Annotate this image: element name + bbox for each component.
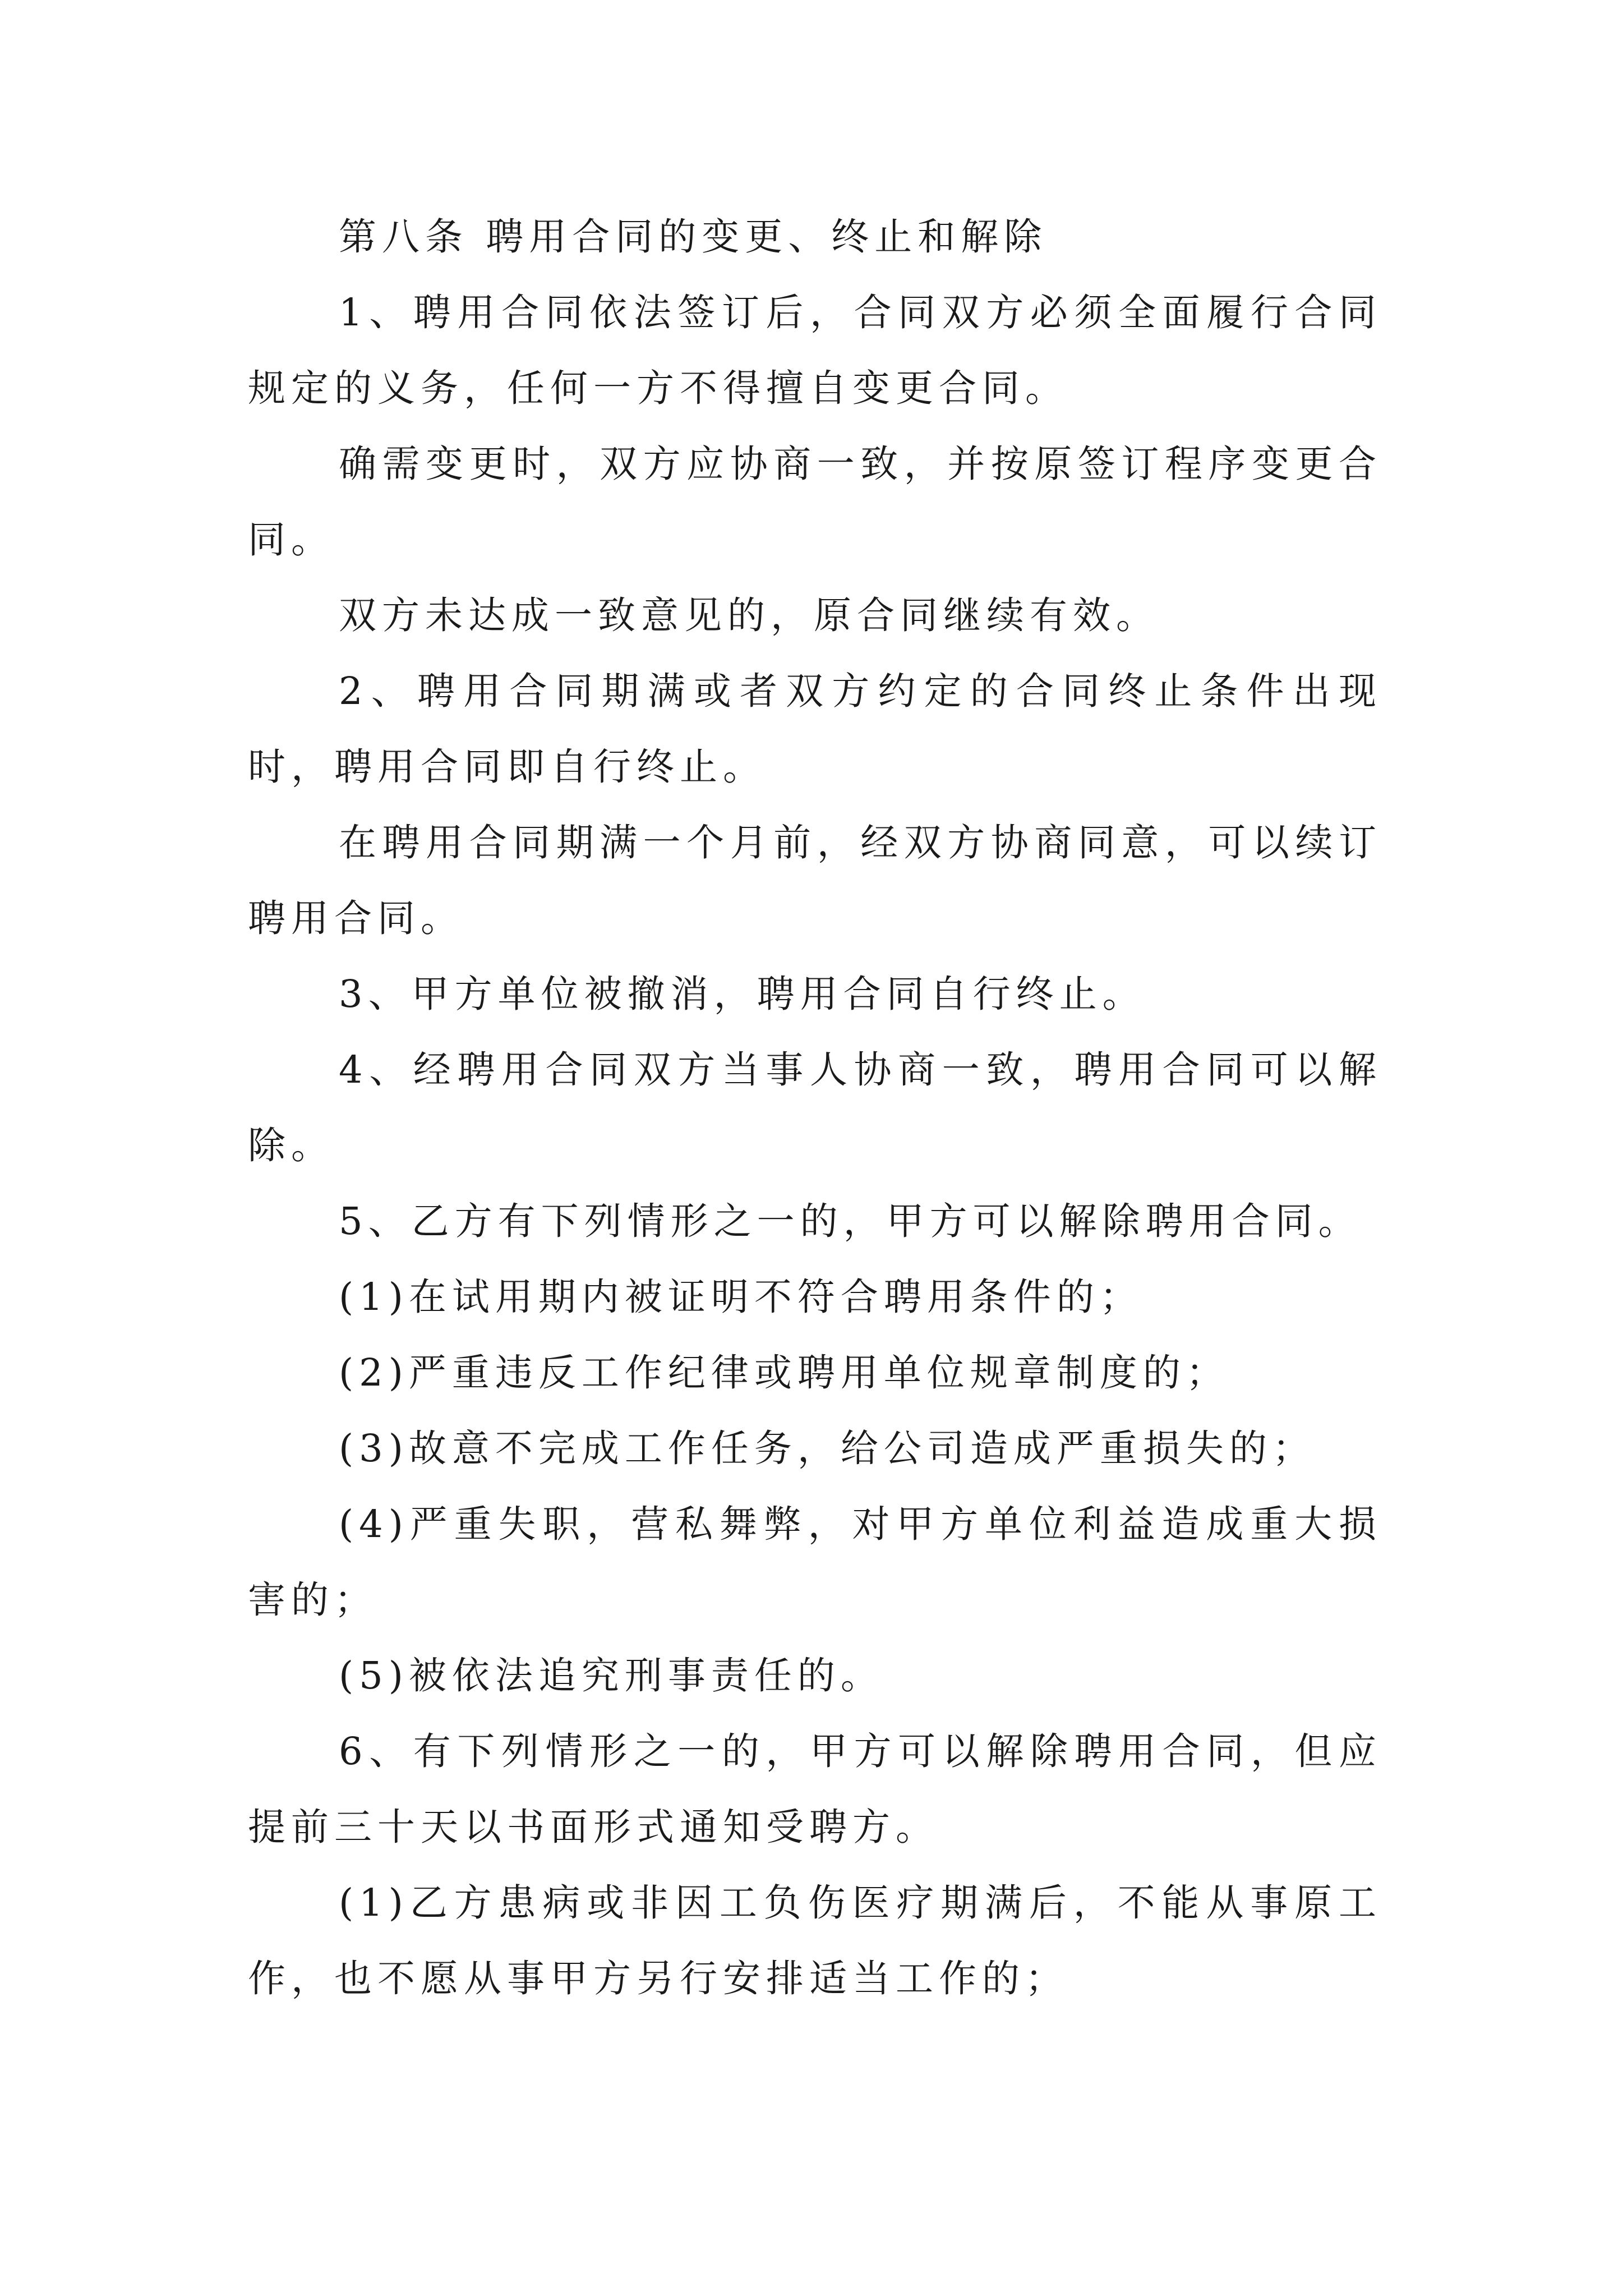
list-item: (2)严重违反工作纪律或聘用单位规章制度的； xyxy=(339,1351,1229,1395)
paragraph: 2、聘用合同期满或者双方约定的合同终止条件出现时，聘用合同即自行终止。 xyxy=(248,669,1382,789)
paragraph: 确需变更时，双方应协商一致，并按原签订程序变更合同。 xyxy=(248,442,1382,562)
section-heading: 第八条 聘用合同的变更、终止和解除 xyxy=(339,215,1048,259)
paragraph: 1、聘用合同依法签订后，合同双方必须全面履行合同规定的义务，任何一方不得擅自变更合同。 xyxy=(248,291,1382,410)
paragraph: 4、经聘用合同双方当事人协商一致，聘用合同可以解除。 xyxy=(248,1048,1382,1167)
paragraph: 3、甲方单位被撤消，聘用合同自行终止。 xyxy=(339,972,1146,1016)
list-item: (5)被依法追究刑事责任的。 xyxy=(339,1654,884,1697)
paragraph: 在聘用合同期满一个月前，经双方协商同意，可以续订聘用合同。 xyxy=(248,821,1382,940)
paragraph: 双方未达成一致意见的，原合同继续有效。 xyxy=(339,593,1159,637)
list-item: (3)故意不完成工作任务，给公司造成严重损失的； xyxy=(339,1427,1316,1470)
list-item: (1)乙方患病或非因工负伤医疗期满后，不能从事原工作，也不愿从事甲方另行安排适当工作的； xyxy=(248,1881,1382,2000)
document-body xyxy=(248,199,1382,2017)
paragraph: 5、乙方有下列情形之一的，甲方可以解除聘用合同。 xyxy=(339,1199,1362,1243)
list-item: (4)严重失职，营私舞弊，对甲方单位利益造成重大损害的； xyxy=(248,1502,1382,1622)
paragraph: 6、有下列情形之一的，甲方可以解除聘用合同，但应提前三十天以书面形式通知受聘方。 xyxy=(248,1729,1382,1849)
list-item: (1)在试用期内被证明不符合聘用条件的； xyxy=(339,1275,1143,1319)
